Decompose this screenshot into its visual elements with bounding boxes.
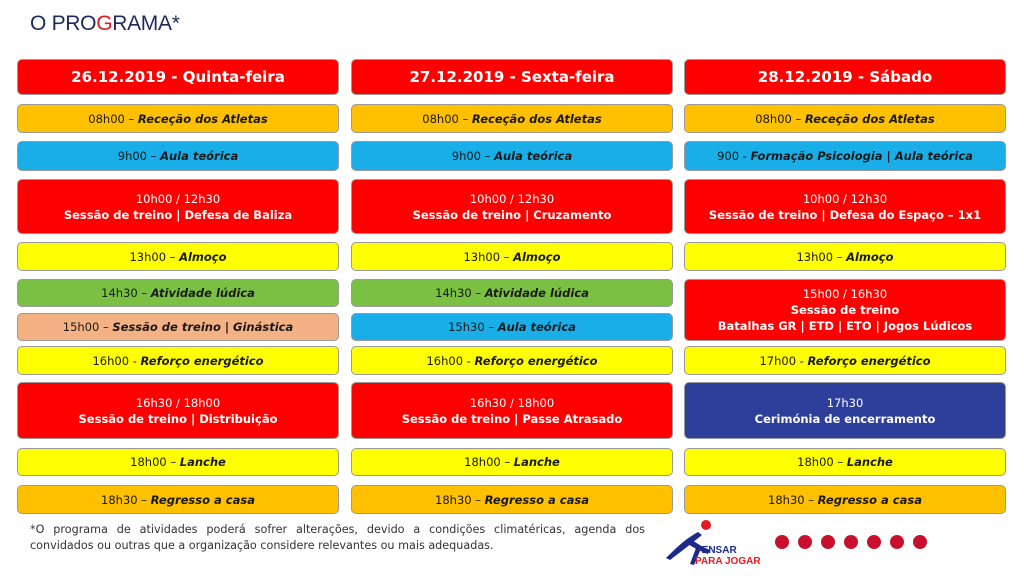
- schedule-item: 10h00 / 12h30 Sessão de treino | Cruzamento: [351, 179, 673, 234]
- schedule-item: 10h00 / 12h30 Sessão de treino | Defesa de Baliza: [17, 179, 339, 234]
- schedule-item: 900 - Formação Psicologia | Aula teórica: [684, 141, 1006, 171]
- day-header: 26.12.2019 - Quinta-feira: [17, 59, 339, 95]
- schedule-item: 15h00 – Sessão de treino | Ginástica: [17, 313, 339, 341]
- schedule-item: 18h00 – Lanche: [351, 448, 673, 476]
- page-title: O PROGRAMA*: [30, 12, 180, 35]
- schedule-item: 10h00 / 12h30 Sessão de treino | Defesa do Espaço – 1x1: [684, 179, 1006, 234]
- dot-icon: [821, 535, 835, 549]
- dot-icon: [844, 535, 858, 549]
- schedule-item: 17h30 Cerimónia de encerramento: [684, 382, 1006, 439]
- schedule-item: 16h30 / 18h00 Sessão de treino | Passe Atrasado: [351, 382, 673, 439]
- schedule-item: 18h30 – Regresso a casa: [351, 485, 673, 514]
- dot-icon: [867, 535, 881, 549]
- schedule-item: 16h30 / 18h00 Sessão de treino | Distribuição: [17, 382, 339, 439]
- schedule-item: 08h00 – Receção dos Atletas: [684, 104, 1006, 133]
- schedule-item: 9h00 – Aula teórica: [351, 141, 673, 171]
- schedule-item: 17h00 - Reforço energético: [684, 346, 1006, 375]
- schedule-item: 18h00 – Lanche: [17, 448, 339, 476]
- decorative-dots: [775, 535, 927, 549]
- schedule-item: 16h00 - Reforço energético: [351, 346, 673, 375]
- schedule-item: 9h00 – Aula teórica: [17, 141, 339, 171]
- schedule-item: 18h00 – Lanche: [684, 448, 1006, 476]
- schedule-item: 15h00 / 16h30 Sessão de treino Batalhas GR | ETD | ETO | Jogos Lúdicos: [684, 279, 1006, 341]
- dot-icon: [913, 535, 927, 549]
- dot-icon: [798, 535, 812, 549]
- schedule-item: 08h00 – Receção dos Atletas: [17, 104, 339, 133]
- footnote: *O programa de atividades poderá sofrer alterações, devido a condições climatéricas, agenda dos convidados ou outras que a organização considere relevantes ou mais adequadas.: [30, 523, 645, 552]
- schedule-item: 14h30 – Atividade lúdica: [351, 279, 673, 307]
- schedule-item: 16h00 - Reforço energético: [17, 346, 339, 375]
- schedule-item: 18h30 – Regresso a casa: [684, 485, 1006, 514]
- schedule-item: 13h00 – Almoço: [684, 242, 1006, 271]
- schedule-item: 15h30 – Aula teórica: [351, 313, 673, 341]
- schedule-item: 13h00 – Almoço: [17, 242, 339, 271]
- dot-icon: [890, 535, 904, 549]
- day-header: 27.12.2019 - Sexta-feira: [351, 59, 673, 95]
- logo-text: PENSAR PARA JOGAR: [695, 545, 761, 567]
- schedule-item: 14h30 – Atividade lúdica: [17, 279, 339, 307]
- dot-icon: [775, 535, 789, 549]
- schedule-item: 13h00 – Almoço: [351, 242, 673, 271]
- day-header: 28.12.2019 - Sábado: [684, 59, 1006, 95]
- schedule-item: 18h30 – Regresso a casa: [17, 485, 339, 514]
- schedule-item: 08h00 – Receção dos Atletas: [351, 104, 673, 133]
